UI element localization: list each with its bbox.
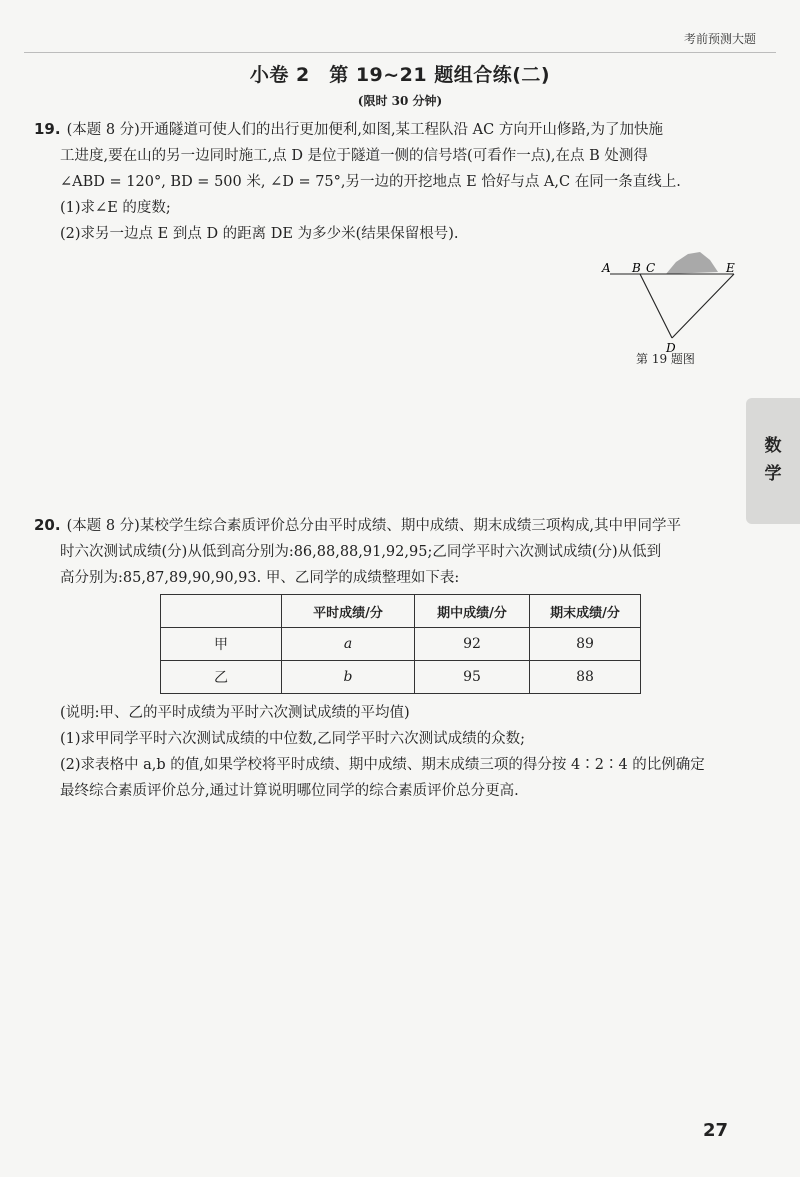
table-cell: a — [282, 628, 415, 661]
table-header-cell: 期末成绩/分 — [530, 595, 641, 628]
table-cell: 92 — [415, 628, 530, 661]
problem-19-question-1: (1)求∠E 的度数; — [60, 200, 171, 216]
table-cell: 95 — [415, 661, 530, 694]
header-label: 考前预测大题 — [683, 32, 756, 46]
problem-20-line-1: 20. (本题 8 分)某校学生综合素质评价总分由平时成绩、期中成绩、期末成绩三项构成,其中甲同学平 — [34, 516, 681, 534]
time-limit: (限时 30 分钟) — [357, 94, 443, 108]
label-b: B — [632, 261, 641, 275]
problem-20-line-2: 时六次测试成绩(分)从低到高分别为:86,88,88,91,92,95;乙同学平时六次测试成绩(分)从低到 — [60, 544, 662, 560]
label-d: D — [666, 341, 676, 355]
table-row — [161, 628, 641, 661]
problem-19-question-2: (2)求另一边点 E 到点 D 的距离 DE 为多少米(结果保留根号). — [60, 226, 459, 242]
header-rule — [24, 52, 776, 53]
page-title: 小卷 2 第 19~21 题组合练(二) — [249, 64, 551, 86]
problem-20-number: 20. — [34, 516, 61, 534]
problem-20 — [34, 512, 744, 591]
problem-20-questions — [34, 700, 744, 804]
problem-20-line-3: 高分别为:85,87,89,90,90,93. 甲、乙同学的成绩整理如下表: — [60, 570, 460, 586]
problem-20-note: (说明:甲、乙的平时成绩为平时六次测试成绩的平均值) — [60, 705, 410, 721]
side-tab — [746, 398, 800, 524]
problem-19-line-2: 工进度,要在山的另一边同时施工,点 D 是位于隧道一侧的信号塔(可看作一点),在点 B 处测得 — [60, 148, 648, 164]
problem-20-question-2-line-2: 最终综合素质评价总分,通过计算说明哪位同学的综合素质评价总分更高. — [60, 783, 519, 799]
mountain-shape — [666, 252, 718, 274]
problem-19-number: 19. — [34, 120, 61, 138]
problem-19-line-3: ∠ABD = 120°, BD = 500 米, ∠D = 75°,另一边的开挖地点 E 恰好与点 A,C 在同一条直线上. — [60, 174, 681, 190]
table-header-cell: 平时成绩/分 — [282, 595, 415, 628]
label-a: A — [602, 261, 611, 275]
line-de — [672, 274, 734, 338]
table-header-row — [161, 595, 641, 628]
figure-caption: 第 19 题图 — [636, 352, 695, 366]
table-header-cell — [161, 595, 282, 628]
table-header-cell: 期中成绩/分 — [415, 595, 530, 628]
table-cell: b — [282, 661, 415, 694]
table-cell: 89 — [530, 628, 641, 661]
scores-table — [160, 594, 641, 694]
problem-19-line-1: 19. (本题 8 分)开通隧道可使人们的出行更加便利,如图,某工程队沿 AC 方向开山修路,为了加快施 — [34, 120, 663, 138]
table-cell: 乙 — [161, 661, 282, 694]
table-row — [161, 661, 641, 694]
table-cell: 88 — [530, 661, 641, 694]
page-number: 27 — [702, 1120, 728, 1141]
problem-20-question-1: (1)求甲同学平时六次测试成绩的中位数,乙同学平时六次测试成绩的众数; — [60, 731, 526, 747]
table-cell: 甲 — [161, 628, 282, 661]
label-e: E — [726, 261, 735, 275]
problem-20-question-2-line-1: (2)求表格中 a,b 的值,如果学校将平时成绩、期中成绩、期末成绩三项的得分按 4∶2∶4 的比例确定 — [60, 757, 705, 773]
label-c: C — [646, 261, 656, 275]
side-tab-label: 数学 — [764, 436, 782, 484]
problem-19 — [34, 116, 744, 247]
line-bd — [640, 274, 672, 338]
